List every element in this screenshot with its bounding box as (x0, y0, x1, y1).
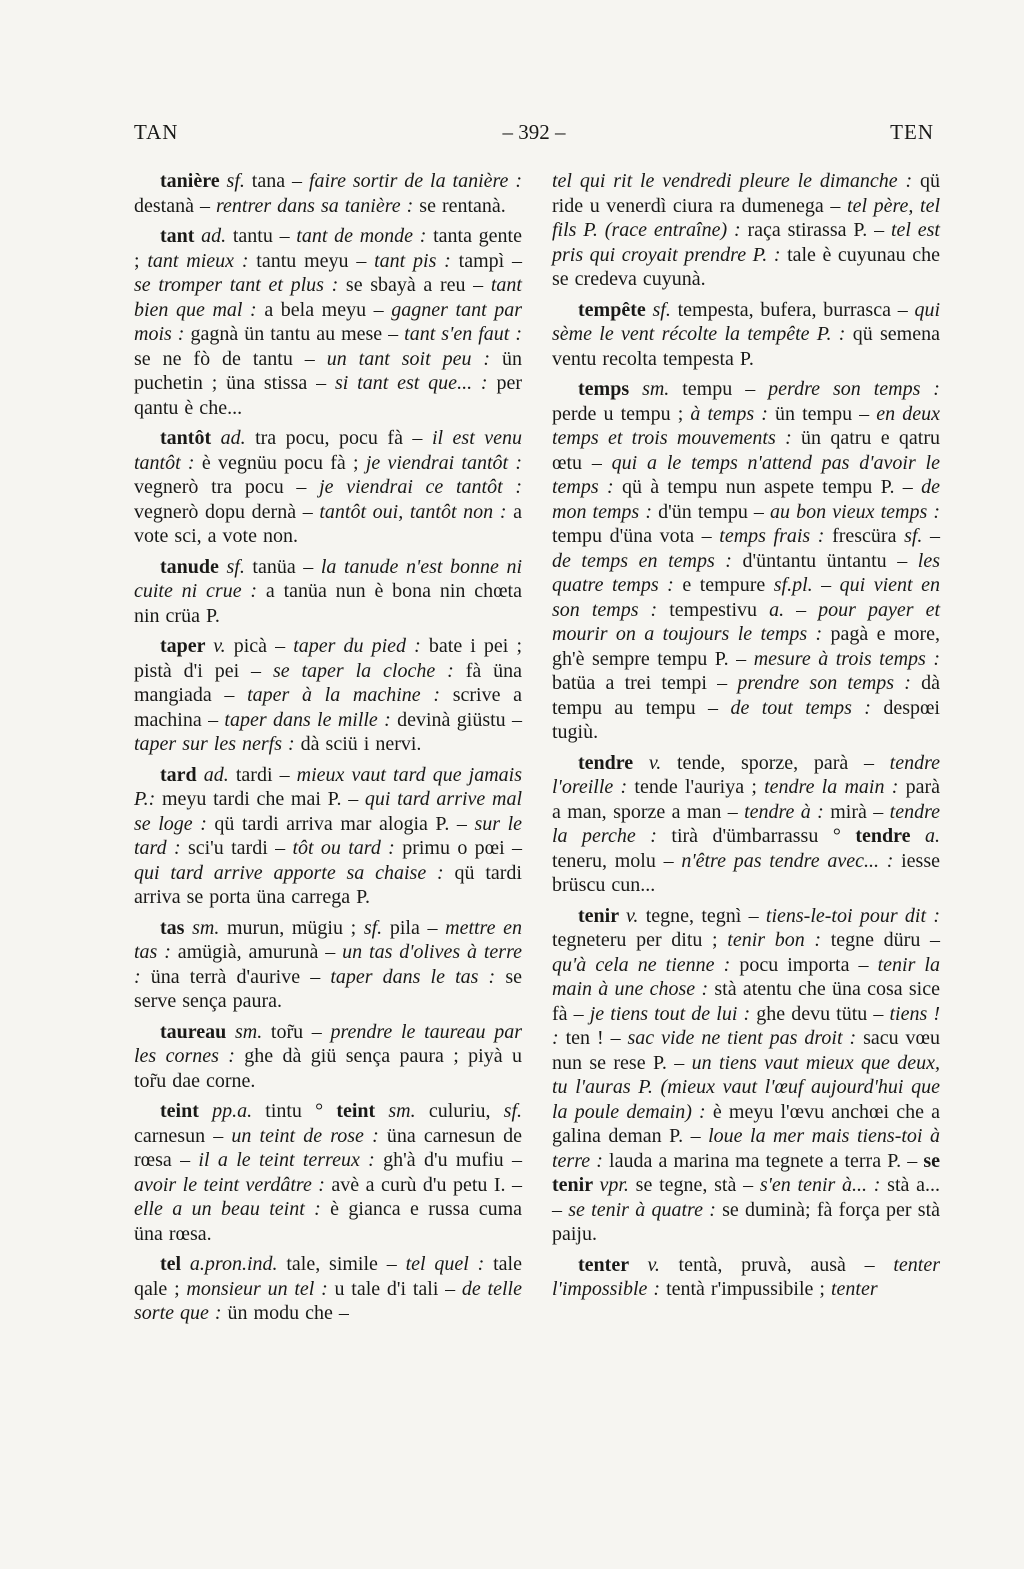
translation-text: ghe devu tütu – (756, 1002, 890, 1025)
dictionary-entry-tenir (552, 904, 940, 1247)
dictionary-entry-tenter (552, 1253, 940, 1302)
translation-text: amügià, amurunà – (177, 941, 343, 963)
translation-text: se sbayà a reu – (345, 274, 491, 296)
phrase-italic: a. (925, 825, 940, 847)
phrase-italic: tel quel : (405, 1253, 494, 1275)
translation-text: qü ride u venerdì ciura ra dumenega – (552, 170, 940, 217)
phrase-italic: n'être pas tendre avec... : (681, 849, 902, 872)
translation-text: d'ün tempu – (658, 500, 771, 523)
translation-text: qü semena ventu recolta tempesta P. (552, 323, 940, 370)
phrase-italic: tantôt oui, tantôt non : (319, 500, 514, 523)
phrase-italic: taper sur les nerfs : (134, 733, 301, 755)
translation-text: tirà d'ümbarrassu ° (671, 825, 856, 847)
translation-text: raça stirassa P. – (747, 219, 891, 241)
phrase-italic: ad. (203, 763, 236, 786)
translation-text: vegnerò dopu dernà – (134, 500, 320, 523)
translation-text: ün puchetin ; üna stissa – (134, 347, 522, 394)
phrase-italic: tel qui rit le vendredi pleure le dimanche : (552, 170, 920, 192)
phrase-italic: sf. (226, 170, 252, 192)
phrase-italic: avoir le teint verdâtre : (134, 1173, 332, 1196)
phrase-italic: de telle sorte que : (134, 1277, 522, 1324)
phrase-italic: sf. (503, 1100, 522, 1122)
headword: tendre (855, 825, 925, 847)
translation-text: e tempure (682, 574, 774, 596)
phrase-italic: la tanude n'est bonne ni cuite ni crue : (134, 555, 523, 602)
phrase-italic: prendre le taureau par les cornes : (134, 1020, 522, 1067)
translation-text: gagnà ün tantu au mese – (190, 323, 405, 345)
phrase-italic: v. (626, 904, 646, 927)
translation-text: tanüa – (252, 555, 321, 578)
phrase-italic: vpr. (599, 1174, 636, 1196)
phrase-italic: de mon temps : (552, 476, 940, 523)
translation-text: devinà giüstu – (397, 708, 522, 731)
headword: tard (160, 763, 204, 786)
phrase-italic: v. (647, 1253, 679, 1276)
dictionary-entry-tant (134, 224, 522, 420)
translation-text: a tanüa nun è bona nin chœta nin crüa P. (134, 580, 522, 627)
phrase-italic: qui sème le vent récolte la tempête P. : (552, 298, 941, 345)
dictionary-entry-taniere (134, 169, 522, 218)
phrase-italic: tant bien que mal : (134, 274, 522, 321)
phrase-italic: tôt ou tard : (292, 837, 403, 859)
phrase-italic: mettre en tas : (134, 916, 523, 963)
phrase-italic: mieux vaut tard que jamais P.: (134, 763, 523, 810)
headword: temps (578, 378, 643, 400)
translation-text: se tegne, stà – (635, 1174, 760, 1196)
phrase-italic: se tromper tant et plus : (134, 274, 346, 296)
dictionary-entry-tard (134, 763, 522, 910)
translation-text: ün tempu – (774, 402, 877, 425)
phrase-italic: sf. (226, 555, 253, 578)
phrase-italic: sm. (388, 1100, 429, 1122)
translation-text: parà a man, sporze a man – (552, 776, 941, 823)
phrase-italic: qui tard arrive mal se loge : (134, 788, 522, 835)
translation-text: stà a... – (552, 1174, 941, 1221)
phrase-italic: les quatre temps : (552, 549, 941, 596)
phrase-italic: sf. (652, 298, 678, 321)
phrase-italic: sm. (192, 916, 227, 939)
translation-text: tegneteru per ditu ; (552, 929, 728, 951)
headword: taureau (160, 1020, 235, 1043)
translation-text: tegne, tegnì – (645, 904, 766, 927)
page-number: – 392 – (502, 120, 566, 144)
phrase-italic: taper dans le tas : (330, 965, 506, 988)
phrase-italic: taper du pied : (293, 635, 429, 657)
translation-text: destanà – (134, 194, 216, 217)
translation-text: stà atentu che üna cosa sice fà – (552, 978, 940, 1025)
phrase-italic: en deux temps et trois mouvements : (552, 402, 940, 449)
dictionary-entry-tanude (134, 555, 522, 629)
dictionary-entry-tas (134, 916, 522, 1014)
translation-text: per qantu è che... (134, 372, 522, 419)
translation-text: tempesta, bufera, burrasca – (677, 298, 915, 321)
translation-text: tor̃u – (270, 1020, 331, 1043)
phrase-italic: prendre son temps : (737, 672, 922, 694)
phrase-italic: sm. (234, 1020, 271, 1043)
phrase-italic: sf. (363, 916, 390, 939)
phrase-italic: il a le teint terreux : (198, 1149, 384, 1171)
headword: tanude (160, 555, 227, 578)
phrase-italic: s'en tenir à... : (759, 1174, 888, 1196)
phrase-italic: a.pron.ind. (189, 1253, 287, 1275)
translation-text: è gianca e russa cuma üna rœsa. (134, 1198, 523, 1245)
phrase-italic: v. (213, 635, 234, 657)
translation-text: tale, simile – (286, 1253, 406, 1275)
translation-text: gh'à d'u mufiu – (383, 1149, 522, 1171)
phrase-italic: se taper la cloche : (272, 659, 466, 682)
phrase-italic: sm. (642, 378, 683, 400)
translation-text: è vegnüu pocu fà ; (201, 451, 366, 474)
dictionary-entry-taper (134, 634, 522, 757)
phrase-italic: temps frais : (719, 525, 833, 547)
phrase-italic: sf. (904, 525, 930, 547)
phrase-italic: tant de monde : (296, 225, 434, 247)
phrase-italic: tendre à : (744, 800, 831, 823)
translation-text: qü à tempu nun aspete tempu P. – (621, 476, 922, 498)
phrase-italic: qui vient en son temps : (552, 574, 940, 621)
phrase-italic: taper dans le mille : (224, 708, 398, 731)
guide-word-right: TEN (890, 120, 934, 144)
phrase-italic: sf.pl. (773, 574, 822, 596)
phrase-italic: pour payer et mourir on a toujours le temps : (552, 598, 940, 645)
translation-text: sacu vœu nun se rese P. – (552, 1027, 940, 1074)
phrase-italic: qui a le temps n'attend pas d'avoir le temps : (552, 451, 940, 498)
translation-text: ün qatru e qatru œtu – (552, 427, 940, 474)
phrase-italic: je viendrai ce tantôt : (319, 476, 522, 498)
phrase-italic: un tiens vaut mieux que deux, tu l'auras P. (mieux vaut l'œuf aujourd'hui que la poule demain) : (552, 1051, 941, 1123)
phrase-italic: un tas d'olives à terre : (134, 941, 523, 988)
phrase-italic: monsieur un tel : (186, 1277, 335, 1300)
translation-text: a vote sci, a vote non. (134, 500, 522, 547)
translation-text: vegnerò tra pocu – (134, 476, 320, 498)
phrase-italic: mesure à trois temps : (753, 647, 941, 670)
phrase-italic: elle a un beau teint : (134, 1198, 331, 1220)
phrase-italic: ad. (201, 225, 233, 247)
translation-text: tempestivu (669, 598, 770, 621)
translation-text: se rentanà. (419, 194, 506, 217)
translation-text: – (821, 574, 840, 596)
translation-text: tende l'auriya ; (634, 776, 765, 798)
dictionary-entry-temps (552, 377, 940, 745)
phrase-italic: sur le tard : (134, 812, 523, 859)
translation-text: pila – (389, 916, 446, 939)
phrase-italic: tenter (830, 1278, 878, 1300)
translation-text: d'üntantu üntantu – (742, 549, 918, 572)
translation-text: tintu ° (265, 1100, 337, 1122)
phrase-italic: tel est pris qui croyait prendre P. : (552, 219, 940, 266)
translation-text: tempu d'üna vota – (552, 525, 720, 547)
phrase-italic: tiens-le-toi pour dit : (765, 904, 940, 927)
headword: tanière (160, 170, 227, 192)
headword: se tenir (552, 1149, 941, 1196)
translation-text: fà üna mangiada – (134, 659, 522, 706)
headword: tendre (578, 751, 649, 774)
translation-text: pocu importa – (739, 953, 878, 976)
translation-text: pagà e more, gh'è sempre tempu P. – (552, 623, 940, 670)
translation-text: meyu tardi che mai P. – (162, 788, 365, 810)
translation-text: se serve sença paura. (134, 965, 522, 1012)
guide-word-left: TAN (134, 120, 179, 144)
translation-text: a bela meyu – (264, 298, 392, 321)
translation-text: frescüra (832, 525, 905, 547)
dictionary-entry-tel (134, 1252, 522, 1326)
phrase-italic: il est venu tantôt : (134, 427, 523, 474)
phrase-italic: tant pis : (374, 249, 459, 272)
translation-text: despœi tugiù. (552, 696, 940, 743)
translation-text: tampì – (458, 249, 522, 272)
phrase-italic: tenir la main à une chose : (552, 953, 940, 1000)
translation-text: tegne düru – (830, 929, 940, 951)
phrase-italic: tenter l'impossible : (552, 1253, 940, 1300)
text-columns (134, 169, 940, 1332)
headword: teint (336, 1100, 389, 1122)
translation-text: mirà – (830, 800, 890, 823)
phrase-italic: tenir bon : (727, 929, 831, 951)
translation-text: – (796, 598, 819, 621)
translation-text: ten ! – (565, 1027, 628, 1049)
phrase-italic: ad. (220, 427, 256, 449)
dictionary-entry-teint (134, 1099, 522, 1246)
headword: teint (160, 1100, 213, 1122)
phrase-italic: taper à la machine : (247, 684, 453, 706)
translation-text: carnesun – (134, 1124, 232, 1147)
translation-text: avè a curù d'u petu I. – (331, 1173, 522, 1196)
translation-text: tale è cuyunau che se credeva cuyunà. (552, 243, 940, 290)
translation-text: teneru, molu – (552, 849, 682, 872)
translation-text: dà sciü i nervi. (300, 733, 422, 755)
translation-text: ghe dà giü sença paura ; piyà u tor̃u dae corne. (134, 1045, 522, 1092)
translation-text: se duminà; fà força per stà paiju. (552, 1198, 941, 1245)
translation-text: se ne fò de tantu – (134, 347, 327, 370)
dictionary-entry-tendre (552, 751, 940, 898)
phrase-italic: tel père, tel fils P. (race entraîne) : (552, 194, 941, 241)
phrase-italic: au bon vieux temps : (770, 500, 941, 523)
translation-text: tentà r'impussibile ; (666, 1278, 831, 1300)
translation-text: tende, sporze, parà – (676, 751, 890, 774)
phrase-italic: tendre la main : (764, 776, 906, 798)
dictionary-entry-taureau (134, 1020, 522, 1094)
translation-text: – (930, 525, 940, 547)
headword: tenter (578, 1253, 648, 1276)
translation-text: qü tardi arriva se porta üna carrega P. (134, 861, 522, 908)
translation-text: tardi – (235, 763, 297, 786)
translation-text: bate i pei ; pistà d'i pei – (134, 635, 522, 682)
phrase-italic: tendre la perche : (552, 800, 940, 847)
phrase-italic: v. (648, 751, 677, 774)
translation-text: lauda a marina ma tegnete a terra P. – (609, 1149, 924, 1172)
translation-text: tra pocu, pocu fà – (255, 427, 432, 449)
headword: tas (160, 916, 193, 939)
translation-text: tantu – (232, 225, 297, 247)
headword: tempête (578, 298, 653, 321)
phrase-italic: de tout temps : (730, 696, 884, 719)
phrase-italic: faire sortir de la tanière : (308, 170, 523, 192)
left-column (134, 169, 522, 1332)
translation-text: dà tempu au tempu – (552, 672, 940, 719)
phrase-italic: perdre son temps : (768, 378, 940, 400)
headword: tant (160, 225, 202, 247)
phrase-italic: je tiens tout de lui : (589, 1002, 757, 1025)
translation-text: tempu – (682, 378, 769, 400)
translation-text: u tale d'i tali – (334, 1277, 462, 1300)
translation-text: üna carnesun de rœsa – (134, 1124, 523, 1171)
phrase-italic: loue la mer mais tiens-toi à terre : (552, 1125, 940, 1172)
phrase-italic: je viendrai tantôt : (365, 451, 522, 474)
phrase-italic: un tant soit peu : (326, 347, 502, 370)
translation-text: culuriu, (428, 1100, 504, 1122)
dictionary-entry-tantot (134, 426, 522, 549)
phrase-italic: qui tard arrive apporte sa chaise : (134, 861, 455, 884)
translation-text: tana – (251, 170, 309, 192)
translation-text: primu o pœi – (402, 837, 523, 859)
headword: tantôt (160, 427, 221, 449)
phrase-italic: gagner tant par mois : (134, 298, 522, 345)
right-column (552, 169, 940, 1332)
translation-text: qü tardi arriva mar alogia P. – (214, 812, 475, 835)
page-header (134, 120, 934, 146)
phrase-italic: un teint de rose : (231, 1124, 387, 1147)
translation-text: sci'u tardi – (187, 837, 293, 859)
phrase-italic: rentrer dans sa tanière : (215, 194, 420, 217)
phrase-italic: tant s'en faut : (404, 323, 522, 345)
headword: taper (160, 635, 214, 657)
translation-text: üna terrà d'aurive – (150, 965, 331, 988)
translation-text: tentà, pruvà, ausà – (678, 1253, 894, 1276)
translation-text: tanta gente ; (134, 225, 522, 272)
translation-text: batüa a trei tempi – (552, 672, 738, 694)
dictionary-entry-tel-continued (552, 169, 940, 292)
phrase-italic: se tenir à quatre : (568, 1198, 723, 1221)
phrase-italic: a. (769, 598, 797, 621)
headword: tel (160, 1253, 190, 1275)
translation-text: picà – (233, 635, 294, 657)
translation-text: scrive a machina – (134, 684, 522, 731)
translation-text: tantu meyu – (256, 249, 375, 272)
translation-text: ün modu che – (227, 1302, 349, 1324)
translation-text: tale qale ; (134, 1253, 522, 1300)
phrase-italic: pp.a. (212, 1100, 266, 1122)
phrase-italic: de temps en temps : (552, 549, 743, 572)
phrase-italic: si tant est que... : (334, 372, 497, 394)
translation-text: iesse brüscu cun... (552, 849, 940, 896)
phrase-italic: tendre l'oreille : (552, 751, 940, 798)
phrase-italic: tiens ! : (552, 1002, 940, 1049)
translation-text: murun, mügiu ; (226, 916, 364, 939)
dictionary-entry-tempete (552, 298, 940, 372)
translation-text: è meyu l'œvu anchœi che a galina deman P. – (552, 1100, 940, 1147)
phrase-italic: tant mieux : (147, 249, 257, 272)
headword: tenir (578, 904, 627, 927)
phrase-italic: à temps : (690, 402, 775, 425)
translation-text: perde u tempu ; (552, 402, 691, 425)
phrase-italic: qu'à cela ne tienne : (552, 953, 740, 976)
phrase-italic: sac vide ne tient pas droit : (627, 1027, 864, 1049)
